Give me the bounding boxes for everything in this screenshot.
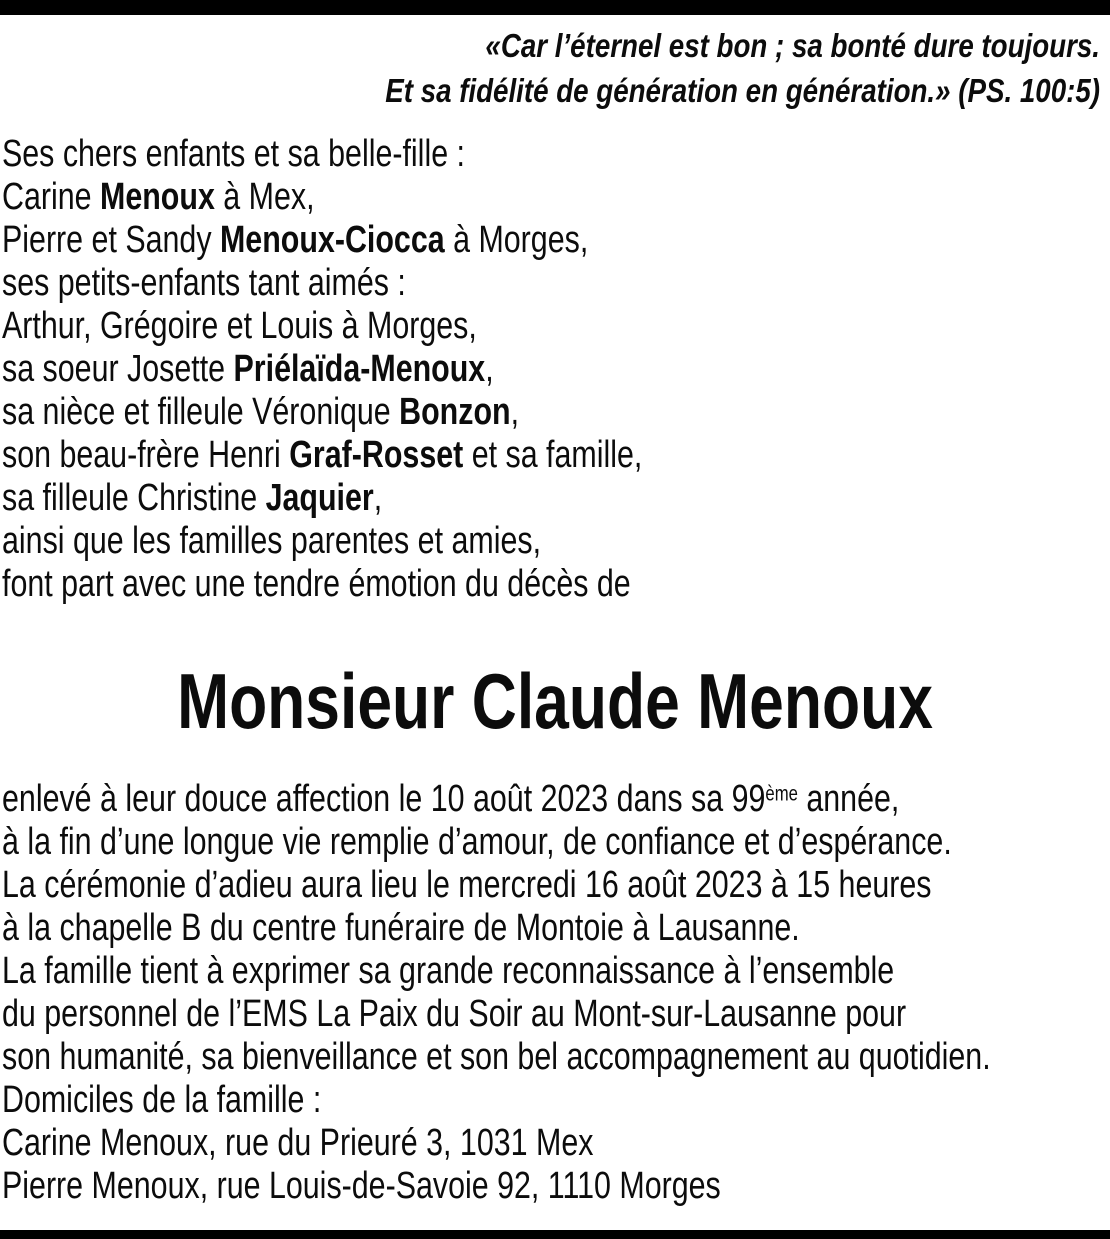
deceased-name-title: Monsieur Claude Menoux bbox=[177, 657, 933, 745]
family-line: font part avec une tendre émotion du décès de bbox=[2, 563, 631, 605]
body-line: La famille tient à exprimer sa grande reconnaissance à l’ensemble bbox=[2, 950, 895, 992]
body-line: Pierre Menoux, rue Louis-de-Savoie 92, 1110 Morges bbox=[2, 1165, 721, 1207]
announcement-body bbox=[2, 778, 991, 1208]
body-line: à la chapelle B du centre funéraire de Montoie à Lausanne. bbox=[2, 907, 800, 949]
body-line: à la fin d’une longue vie remplie d’amour, de confiance et d’espérance. bbox=[2, 821, 952, 863]
body-line: enlevé à leur douce affection le 10 août 2023 dans sa 99ème année, bbox=[2, 778, 900, 820]
family-line: Pierre et Sandy Menoux-Ciocca à Morges, bbox=[2, 219, 589, 261]
bottom-border-bar bbox=[0, 1230, 1110, 1239]
family-list bbox=[2, 133, 642, 606]
family-line: sa filleule Christine Jaquier, bbox=[2, 477, 383, 519]
quote-line: «Car l’éternel est bon ; sa bonté dure toujours. bbox=[485, 27, 1100, 64]
body-line: Domiciles de la famille : bbox=[2, 1079, 322, 1121]
family-line: sa nièce et filleule Véronique Bonzon, bbox=[2, 391, 520, 433]
scripture-quote bbox=[176, 23, 1100, 113]
body-line: Carine Menoux, rue du Prieuré 3, 1031 Mex bbox=[2, 1122, 594, 1164]
family-line: Carine Menoux à Mex, bbox=[2, 176, 315, 218]
family-line: Arthur, Grégoire et Louis à Morges, bbox=[2, 305, 477, 347]
family-line: ses petits-enfants tant aimés : bbox=[2, 262, 406, 304]
family-line: Ses chers enfants et sa belle-fille : bbox=[2, 133, 465, 175]
body-line: son humanité, sa bienveillance et son bel accompagnement au quotidien. bbox=[2, 1036, 991, 1078]
family-line: ainsi que les familles parentes et amies, bbox=[2, 520, 542, 562]
top-border-bar bbox=[0, 0, 1110, 15]
family-line: sa soeur Josette Priélaïda-Menoux, bbox=[2, 348, 494, 390]
quote-line: Et sa fidélité de génération en génération.» (PS. 100:5) bbox=[385, 72, 1100, 109]
family-line: son beau-frère Henri Graf-Rosset et sa famille, bbox=[2, 434, 643, 476]
body-line: La cérémonie d’adieu aura lieu le mercredi 16 août 2023 à 15 heures bbox=[2, 864, 932, 906]
body-line: du personnel de l’EMS La Paix du Soir au Mont-sur-Lausanne pour bbox=[2, 993, 907, 1035]
